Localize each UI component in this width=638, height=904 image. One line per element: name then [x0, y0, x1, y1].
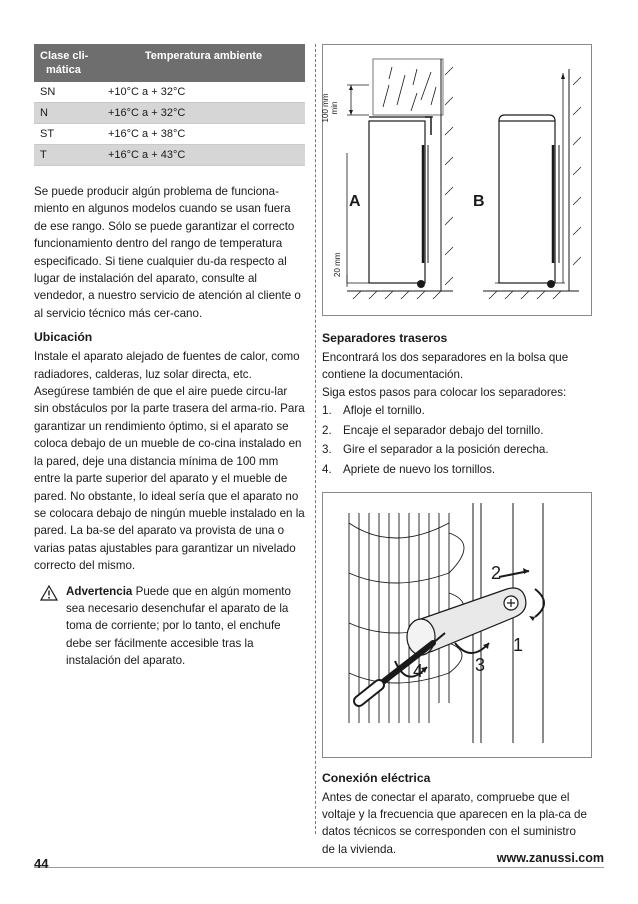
conexion-body: Antes de conectar el aparato, compruebe que el voltaje y la frecuencia que aparecen en la pla-ca de datos técnicos se corresponden con el suministro de la vivienda.	[322, 790, 587, 856]
clearance-diagram	[323, 45, 591, 315]
step-number: 1.	[322, 404, 332, 418]
table-header-row	[34, 44, 305, 82]
separadores-lead: Siga estos pasos para colocar los separadores:	[322, 385, 567, 399]
dimension-top-value: 100 mm	[321, 93, 330, 123]
step-text: Encaje el separador debajo del tornillo.	[343, 423, 544, 437]
footer-url: www.zanussi.com	[496, 851, 604, 865]
warning-triangle-icon	[40, 585, 58, 601]
screwdriver-icon	[359, 633, 445, 701]
header-climate-class-line1: Clase cli-	[40, 50, 89, 62]
climate-class-table	[34, 44, 305, 166]
dimension-bottom-label: 20 mm	[333, 252, 342, 277]
warning-paragraph	[66, 583, 305, 670]
wall-cabinet-hatch	[373, 59, 443, 115]
cell-class: SN	[34, 82, 102, 103]
step-number: 3.	[322, 443, 332, 457]
step-text: Apriete de nuevo los tornillos.	[343, 463, 496, 476]
cell-range: +10°C a + 32°C	[102, 82, 305, 103]
dimension-100mm	[347, 85, 369, 115]
footer-rule	[34, 867, 604, 868]
cell-class: N	[34, 103, 102, 124]
separator-part	[407, 588, 526, 655]
callout-4: 4	[413, 660, 424, 681]
table-row	[34, 103, 305, 124]
step-text: Afloje el tornillo.	[343, 404, 425, 418]
separator-diagram	[323, 493, 591, 757]
figure-label-b: B	[473, 193, 485, 210]
fridge-b	[495, 73, 565, 288]
list-item	[322, 401, 592, 421]
header-climate-class-line2: mática	[46, 64, 81, 76]
intro-paragraph: Se puede producir algún problema de funciona-miento en algunos modelos cuando se usan fuera de ese rango. Sólo se puede garantizar el correcto funcionamiento dentro del rango de temperatura especificado. Si tiene cualquier du-da respecto al lugar de instalación del aparato, consulte al vendedor, a nuestro servicio de atención al cliente o al servicio técnico más cer-cano.	[34, 185, 301, 320]
left-column	[34, 44, 305, 670]
figure-label-a: A	[349, 193, 361, 210]
callout-1: 1	[513, 634, 524, 655]
separadores-steps	[322, 401, 592, 479]
table-row	[34, 82, 305, 103]
dimension-top-sub: min	[330, 101, 339, 115]
separadores-intro: Encontrará los dos separadores en la bolsa que contiene la documentación.	[322, 351, 569, 382]
callout-2: 2	[491, 562, 502, 583]
list-item	[322, 440, 592, 460]
figure-installation-clearance	[322, 44, 592, 316]
separadores-heading: Separadores traseros	[322, 331, 448, 345]
table-row	[34, 145, 305, 166]
header-climate-class	[34, 44, 102, 82]
list-item	[322, 460, 592, 480]
cell-range: +16°C a + 32°C	[102, 103, 305, 124]
ubicacion-heading: Ubicación	[34, 330, 93, 345]
page-number: 44	[34, 856, 49, 871]
warning-text: Puede que en algún momento sea necesario desenchufar el aparato de la toma de corriente; por lo tanto, el enchufe debe ser fácilmente accesible tras la instalación del aparato.	[66, 584, 291, 668]
right-column	[322, 44, 592, 858]
column-divider	[315, 44, 316, 834]
figure-separator-steps	[322, 492, 592, 758]
step-text: Gire el separador a la posición derecha.	[343, 443, 549, 457]
ubicacion-body: Instale el aparato alejado de fuentes de calor, como radiadores, calderas, luz solar directa, etc. Asegúrese también de que el aire puede circu-lar sin obstáculos por la parte trasera del arma-rio. Para garantizar un rendimiento óptimo, si el aparato se coloca debajo de un mueble de co-cina instalado en la pared, deje una distancia mínima de 100 mm entre la parte superior del aparato y el mueble de pared. No obstante, lo ideal sería que el aparato no se colocara debajo de ningún mueble instalado en la pared. La ba-se del aparato va provista de una o varias patas ajustables para garantizar un nivelado correcto del mismo.	[34, 350, 305, 573]
cell-class: ST	[34, 124, 102, 145]
cell-range: +16°C a + 38°C	[102, 124, 305, 145]
list-item	[322, 421, 592, 441]
step-number: 2.	[322, 423, 332, 437]
conexion-heading: Conexión eléctrica	[322, 770, 431, 785]
warning-label: Advertencia	[66, 584, 133, 598]
table-row	[34, 124, 305, 145]
dimension-top-label	[321, 83, 345, 133]
warning-box	[34, 583, 305, 670]
cell-range: +16°C a + 43°C	[102, 145, 305, 166]
step-number: 4.	[322, 463, 332, 476]
header-ambient-temp: Temperatura ambiente	[102, 44, 305, 82]
callout-3: 3	[475, 654, 486, 675]
cell-class: T	[34, 145, 102, 166]
